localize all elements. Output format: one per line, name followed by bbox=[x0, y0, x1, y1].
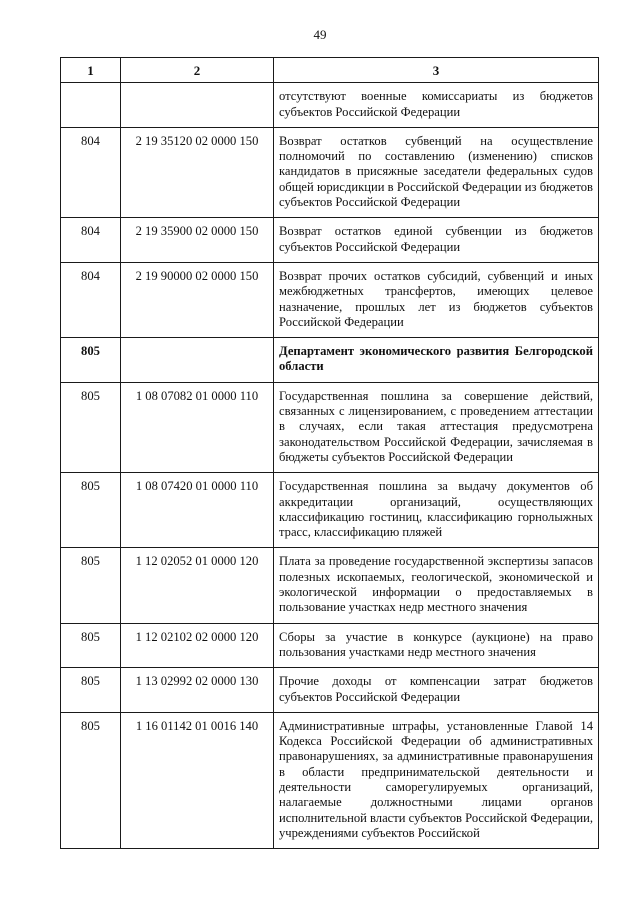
budget-code-cell: 2 19 35120 02 0000 150 bbox=[121, 127, 274, 217]
budget-code-cell: 1 13 02992 02 0000 130 bbox=[121, 668, 274, 713]
table-row bbox=[61, 83, 599, 128]
table-row bbox=[61, 473, 599, 548]
description-cell: Сборы за участие в конкурсе (аукционе) на право пользования участками недр местного значения bbox=[274, 623, 599, 668]
description-cell: отсутствуют военные комиссариаты из бюджетов субъектов Российской Федерации bbox=[274, 83, 599, 128]
description-cell: Возврат прочих остатков субсидий, субвенций и иных межбюджетных трансфертов, имеющих целевое назначение, прошлых лет из бюджетов субъектов Российской Федерации bbox=[274, 262, 599, 337]
description-cell: Прочие доходы от компенсации затрат бюджетов субъектов Российской Федерации bbox=[274, 668, 599, 713]
column-header-1: 1 bbox=[61, 58, 121, 83]
column-header-2: 2 bbox=[121, 58, 274, 83]
budget-code-cell: 1 12 02052 01 0000 120 bbox=[121, 548, 274, 623]
admin-code-cell: 805 bbox=[61, 623, 121, 668]
department-name-cell: Департамент экономического развития Белгородской области bbox=[274, 338, 599, 383]
table-row bbox=[61, 712, 599, 848]
admin-code-cell: 805 bbox=[61, 548, 121, 623]
budget-code-cell: 1 08 07082 01 0000 110 bbox=[121, 382, 274, 472]
table-header-row bbox=[61, 58, 599, 83]
admin-code-cell: 805 bbox=[61, 668, 121, 713]
description-cell: Возврат остатков субвенций на осуществление полномочий по составлению (изменению) списков кандидатов в присяжные заседатели федеральных судов общей юрисдикции в Российской Федерации из бюджетов субъектов Российской Федерации bbox=[274, 127, 599, 217]
budget-code-cell: 1 08 07420 01 0000 110 bbox=[121, 473, 274, 548]
budget-code-cell bbox=[121, 83, 274, 128]
admin-code-cell: 805 bbox=[61, 382, 121, 472]
table-row bbox=[61, 127, 599, 217]
table-row bbox=[61, 218, 599, 263]
table-row bbox=[61, 668, 599, 713]
table-row-department bbox=[61, 338, 599, 383]
admin-code-cell bbox=[61, 83, 121, 128]
admin-code-cell: 805 bbox=[61, 338, 121, 383]
budget-code-cell bbox=[121, 338, 274, 383]
admin-code-cell: 805 bbox=[61, 473, 121, 548]
description-cell: Плата за проведение государственной экспертизы запасов полезных ископаемых, геологической, экономической и экологической информации о предоставляемых в пользование участках недр местного значения bbox=[274, 548, 599, 623]
table-row bbox=[61, 623, 599, 668]
description-cell: Административные штрафы, установленные Главой 14 Кодекса Российской Федерации об административных правонарушениях, за административные правонарушения в области предпринимательской деятельности и деятельности саморегулируемых организаций, налагаемые должностными лицами органов исполнительной власти субъектов Российской Федерации, учреждениями субъектов Российской bbox=[274, 712, 599, 848]
admin-code-cell: 804 bbox=[61, 127, 121, 217]
table-row bbox=[61, 548, 599, 623]
page-number: 49 bbox=[313, 27, 327, 42]
admin-code-cell: 804 bbox=[61, 262, 121, 337]
table-row bbox=[61, 262, 599, 337]
column-header-3: 3 bbox=[274, 58, 599, 83]
budget-code-cell: 1 12 02102 02 0000 120 bbox=[121, 623, 274, 668]
budget-code-cell: 1 16 01142 01 0016 140 bbox=[121, 712, 274, 848]
description-cell: Возврат остатков единой субвенции из бюджетов субъектов Российской Федерации bbox=[274, 218, 599, 263]
budget-code-cell: 2 19 35900 02 0000 150 bbox=[121, 218, 274, 263]
description-cell: Государственная пошлина за выдачу документов об аккредитации организаций, осуществляющих классификацию гостиниц, классификацию горнолыжных трасс, классификацию пляжей bbox=[274, 473, 599, 548]
admin-code-cell: 804 bbox=[61, 218, 121, 263]
budget-code-cell: 2 19 90000 02 0000 150 bbox=[121, 262, 274, 337]
table-row bbox=[61, 382, 599, 472]
description-cell: Государственная пошлина за совершение действий, связанных с лицензированием, с проведением аттестации в случаях, если такая аттестация предусмотрена законодательством Российской Федерации, зачисляемая в бюджеты субъектов Российской Федерации bbox=[274, 382, 599, 472]
admin-code-cell: 805 bbox=[61, 712, 121, 848]
revenue-codes-table bbox=[60, 57, 599, 849]
